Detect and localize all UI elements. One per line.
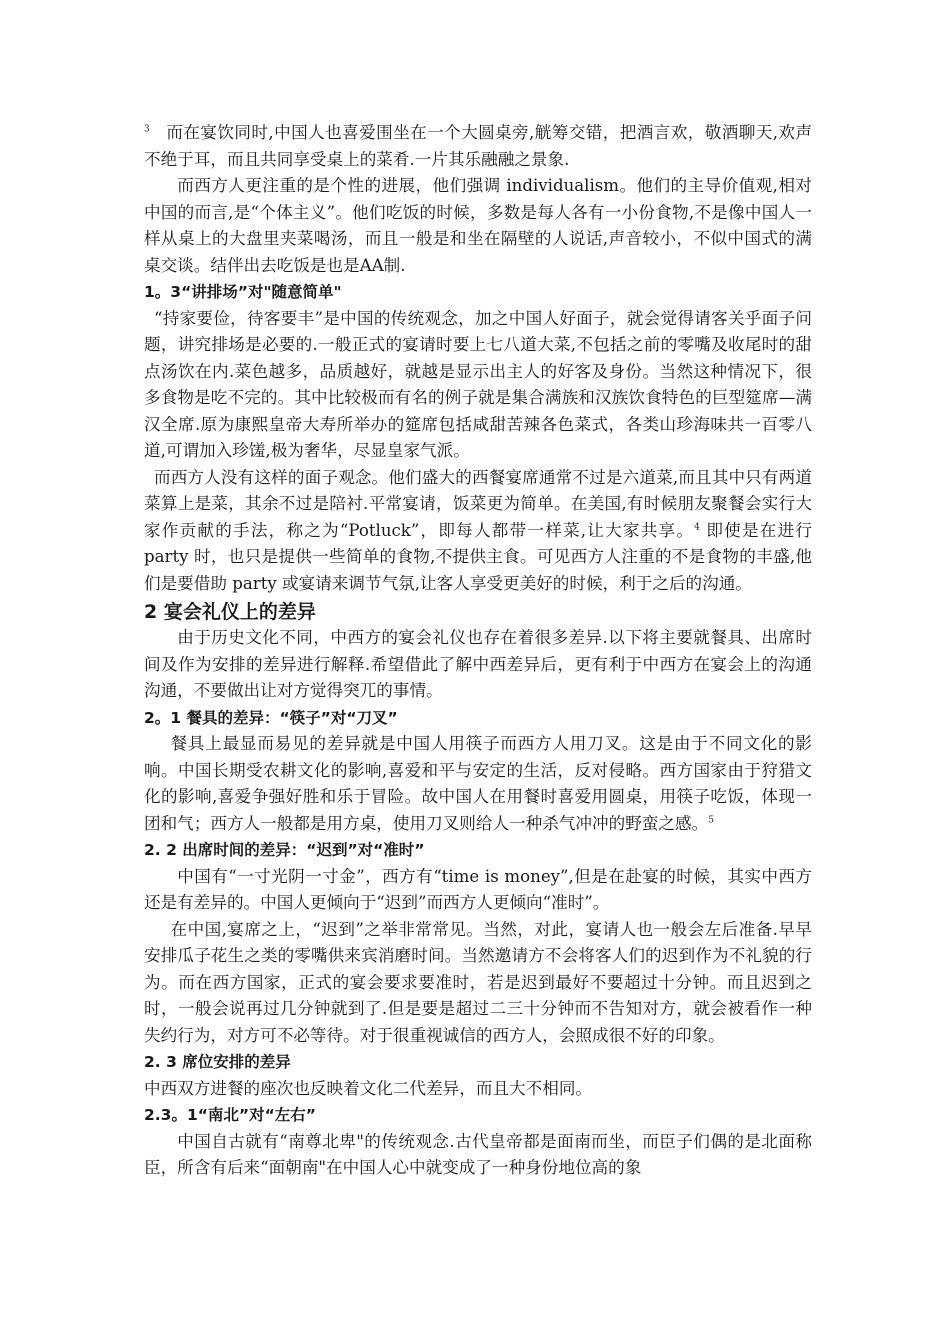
paragraph-time-is-money: 中国有“一寸光阴一寸金”，西方有“time is money”,但是在赴宴的时候，其实中西方还是有差异的。中国人更倾向于“迟到”而西方人更倾向“准时”。 [144, 866, 812, 912]
paragraph-text: 餐具上最显而易见的差异就是中国人用筷子而西方人用刀叉。这是由于不同文化的影响。中国长期受农耕文化的影响,喜爱和平与安定的生活，反对侵略。西方国家由于狩猎文化的影响,喜爱争强好胜和乐于冒险。故中国人在用餐时喜爱用圆桌，用筷子吃饭，体现一团和气；西方人一般都是用方桌，使用刀叉则给人一种杀气冲冲的野蛮之感。 [144, 734, 812, 833]
paragraph-south-north: 中国自古就有“南尊北卑"的传统观念.古代皇帝都是面南而坐，而臣子们偶的是北面称臣，所含有后来“面朝南"在中国人心中就变成了一种身份地位高的象 [144, 1131, 812, 1177]
paragraph-western-banquet [144, 465, 812, 598]
heading-1-3: 1。3“讲排场”对"随意简单" [144, 283, 342, 301]
footnote-mark-5: 5 [708, 814, 714, 825]
paragraph-banquet-together [144, 120, 812, 173]
heading-2-2: 2. 2 出席时间的差异：“迟到”对“准时” [144, 841, 425, 859]
paragraph-individualism: 而西方人更注重的是个性的进展，他们强调 individualism。他们的主导价值观,相对中国的而言,是“个体主义”。他们吃饭的时候，多数是每人各有一小份食物,不是像中国人一样从桌上的大盘里夹菜喝汤，而且一般是和坐在隔壁的人说话,声音较小，不似中国式的满桌交谈。结伴出去吃饭是也是AA制. [144, 176, 812, 275]
paragraph-text: 而在宴饮同时,中国人也喜爱围坐在一个大圆桌旁,觥筹交错，把酒言欢，敬酒聊天,欢声不绝于耳，而且共同享受桌上的菜肴.一片其乐融融之景象. [144, 123, 812, 169]
footnote-mark-3: 3 [144, 124, 150, 135]
document-page [144, 120, 812, 1182]
paragraph-lateness: 在中国,宴席之上，“迟到”之举非常常见。当然，对此，宴请人也一般会左后准备.早早安排瓜子花生之类的零嘴供来宾消磨时间。当然邀请方不会将客人们的迟到作为不礼貌的行为。而在西方国家，正式的宴会要求要准时，若是迟到最好不要超过十分钟。而且迟到之时，一般会说再过几分钟就到了.但是要是超过二三十分钟而不告知对方，就会被看作一种失约行为，对方可不必等待。对于很重视诚信的西方人，会照成很不好的印象。 [144, 919, 812, 1045]
paragraph-text: 即使是在进行 party 时，也只是提供一些简单的食物,不提供主食。可见西方人注重的不是食物的丰盛,他们是要借助 party 或宴请来调节气氛,让客人享受更美好的时候，利于之后的沟通。 [144, 520, 813, 593]
heading-2-3: 2. 3 席位安排的差异 [144, 1053, 291, 1071]
paragraph-tableware [144, 731, 812, 837]
paragraph-seating: 中西双方进餐的座次也反映着文化二代差异，而且大不相同。 [144, 1078, 593, 1098]
heading-2: 2 宴会礼仪上的差异 [144, 601, 316, 623]
heading-2-1: 2。1 餐具的差异：“筷子”对“刀叉” [144, 708, 398, 727]
footnote-mark-4: 4 [694, 521, 700, 532]
paragraph-text: 而西方人没有这样的面子观念。他们盛大的西餐宴席通常不过是六道菜,而且其中只有两道菜算上是菜，其余不过是陪衬.平常宴请，饭菜更为简单。在美国,有时候朋友聚餐会实行大家作贡献的手法，称之为“Potluck”，即每人都带一样菜,让大家共享。 [144, 467, 812, 540]
heading-2-3-1: 2.3。1“南北”对“左右” [144, 1106, 316, 1124]
paragraph-chinese-banquet: “持家要俭，待客要丰”是中国的传统观念，加之中国人好面子，就会觉得请客关乎面子问题，讲究排场是必要的.一般正式的宴请时要上七八道大菜,不包括之前的零嘴及收尾时的甜点汤饮在内.菜色越多，品质越好，就越是显示出主人的好客及身份。当然这种情况下，很多食物是吃不完的。其中比较极而有名的例子就是集合满族和汉族饮食特色的巨型筵席—满汉全席.原为康熙皇帝大寿所举办的筵席包括咸甜苦辣各色菜式，各类山珍海味共一百零八道,可谓加入珍馐,极为奢华，尽显皇家气派。 [144, 308, 812, 460]
paragraph-etiquette-intro: 由于历史文化不同，中西方的宴会礼仪也存在着很多差异.以下将主要就餐具、出席时间及作为安排的差异进行解释.希望借此了解中西差异后，更有利于中西方在宴会上的沟通沟通，不要做出让对方觉得突兀的事情。 [144, 628, 812, 700]
